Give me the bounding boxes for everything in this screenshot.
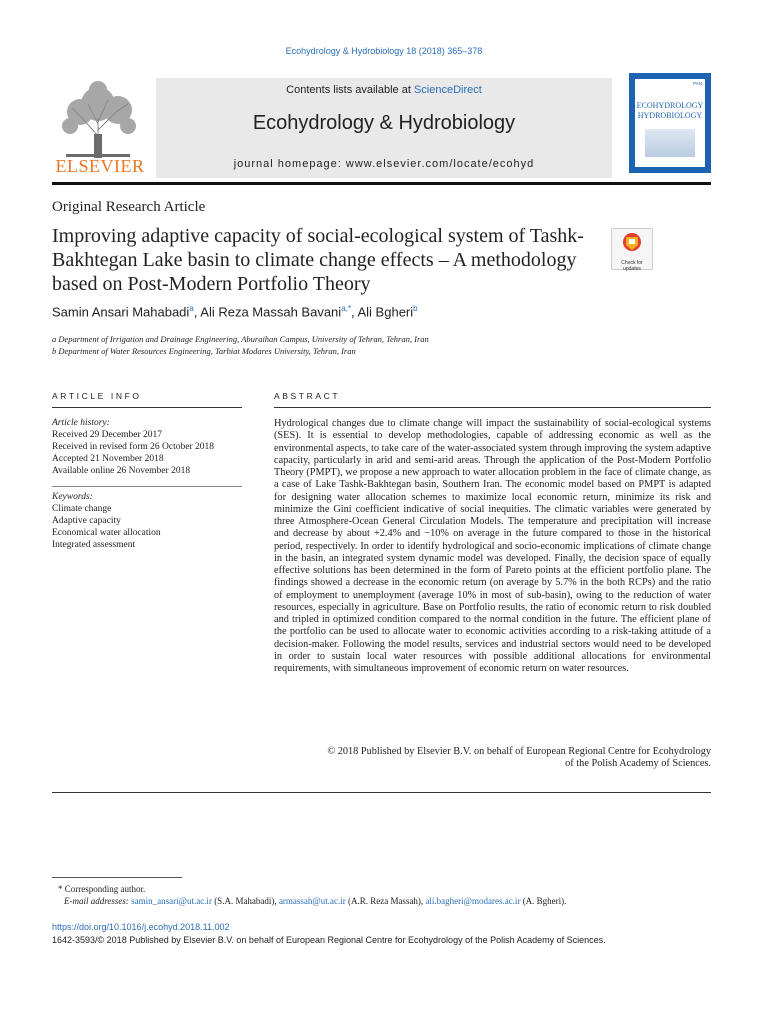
article-info-heading: ARTICLE INFO (52, 391, 142, 401)
keyword-item: Integrated assessment (52, 540, 136, 550)
cover-image (645, 129, 695, 157)
check-for-updates-badge[interactable] (611, 228, 653, 270)
affiliation-b: b Department of Water Resources Engineering, Tarbiat Modares University, Tehran, Iran (52, 346, 356, 356)
email-owner: (A. Bgheri). (522, 896, 567, 906)
check-updates-line1: Check for (621, 260, 643, 266)
abstract-text: Hydrological changes due to climate change will impact the sustainability of social-ecological systems (SES). It is essential to develop methodologies, capable of addressing economic as well as the environmental aspects, to take care of the water-associated system through improving the system adaptive capacity, particularly in arid and semi-arid areas. Through the application of the Post-Modern Portfolio Theory (PMPT), we propose a new approach to water allocation problem in the face of climate change, as a case of Lake Tashk-Bakhtegan basin, Southern Iran. The economic model based on PMPT is adapted for designing water allocation schemes to maximize local economic return, minimize its risk and minimize the Gini coefficient indicative of social inequities. The climatic variables were generated by three Atmosphere-Ocean General Circulation Models. The temperature and precipitation will increase and decrease by about +2.4% and −10% on average in the future compared to those in the historical period, respectively. In order to identify hydrological and socio-economic implications of climate change in the basin, an integrated system dynamic model was developed. Finally, the decision space of equally effective solutions has been determined in the form of Pareto points at the efficient portfolio plane. The findings showed a decrease in the economic return (on average by 5.7% in the both RCPs) and the ratio of employment to unemployment (average 10% in most of sub-basin), owing to the reduction of water resources, especially in agriculture. Base on Portfolio results, the ratio of economic return to risk doubled and tripled in optimized condition compared to the normal condition in the future. The efficient plane of the portfolio can be used to allocate water to economic activities according to a risk-taking attitude of a decision-maker. Following the model results, services and industrial sectors would need to be developed in order to sustain local water resources with possible additional allocations for environmental requirements, with simultaneous improvement of economic return on water resources. (274, 418, 711, 674)
email-owner: (S.A. Mahabadi), (214, 896, 277, 906)
article-info-divider (52, 486, 242, 487)
copyright-line2: of the Polish Academy of Sciences. (565, 758, 711, 770)
email-link[interactable]: samin_ansari@ut.ac.ir (131, 896, 212, 906)
journal-reference-link[interactable]: Ecohydrology & Hydrobiology 18 (2018) 365–378 (285, 46, 483, 56)
corresponding-text: Corresponding author. (64, 884, 146, 894)
history-item: Accepted 21 November 2018 (52, 454, 164, 464)
keywords (52, 491, 242, 551)
contents-prefix: Contents lists available at (286, 84, 414, 96)
history-label: Article history: (52, 418, 110, 428)
history-item: Received 29 December 2017 (52, 430, 162, 440)
abstract-rule (274, 407, 711, 408)
corresponding-author-note (58, 884, 145, 894)
cover-title (635, 101, 705, 121)
corresponding-mark: * (58, 884, 63, 894)
abstract-copyright (274, 746, 711, 771)
sciencedirect-link[interactable]: ScienceDirect (413, 84, 482, 96)
email-addresses (64, 896, 566, 906)
copyright-line1: © 2018 Published by Elsevier B.V. on behalf of European Regional Centre for Ecohydrology (327, 746, 711, 757)
author-list: Samin Ansari Mahabadi$^a$, Ali Reza Massah Bavani$^{a,*}$, Ali Bgheri$^b$ (52, 304, 418, 320)
header-rule (52, 182, 711, 185)
journal-homepage-line (156, 158, 612, 170)
email-label: E-mail addresses: (64, 896, 129, 906)
cover-title-line1: ECOHYDROLOGY (636, 101, 704, 110)
author-affiliation-mark[interactable]: b (413, 304, 418, 313)
email-link[interactable]: ali.bagheri@modares.ac.ir (425, 896, 521, 906)
keyword-item: Economical water allocation (52, 528, 161, 538)
journal-title: Ecohydrology & Hydrobiology (252, 112, 516, 134)
author-name: Samin Ansari Mahabadi (52, 304, 190, 320)
journal-cover-thumbnail[interactable] (629, 73, 711, 173)
contents-line (156, 84, 612, 96)
cover-title-line2: HYDROBIOLOGY (637, 111, 703, 120)
footnote-rule (52, 877, 182, 878)
homepage-url-link[interactable]: www.elsevier.com/locate/ecohyd (345, 158, 535, 170)
author-name: Ali Bgheri (357, 304, 414, 320)
article-title: Improving adaptive capacity of social-ecological system of Tashk-Bakhtegan Lake basin to climate change effects – A methodology based on Post-Modern Portfolio Theory (52, 225, 584, 295)
keywords-label: Keywords: (52, 492, 93, 502)
author-affiliation-mark[interactable]: a (189, 304, 194, 313)
author-name: Ali Reza Massah Bavani (200, 304, 342, 320)
article-type: Original Research Article (52, 199, 206, 215)
email-link[interactable]: armassah@ut.ac.ir (278, 896, 346, 906)
article-history (52, 417, 242, 477)
elsevier-wordmark: ELSEVIER (55, 156, 145, 176)
abstract-heading: ABSTRACT (274, 391, 341, 401)
affiliation-a: a Department of Irrigation and Drainage Engineering, Aburaihan Campus, University of Tehran, Tehran, Iran (52, 334, 429, 344)
cover-corner-text: PAN (693, 81, 702, 86)
cover-panel (635, 79, 705, 167)
article-info-rule (52, 407, 242, 408)
check-updates-line2: updates (623, 266, 641, 272)
abstract-bottom-rule (52, 792, 711, 793)
author-affiliation-mark[interactable]: a,* (341, 304, 351, 313)
email-owner: (A.R. Reza Massah), (347, 896, 424, 906)
homepage-prefix: journal homepage: (233, 158, 346, 170)
keyword-item: Adaptive capacity (52, 516, 121, 526)
keyword-item: Climate change (52, 504, 112, 514)
doi-link[interactable]: https://doi.org/10.1016/j.ecohyd.2018.11.002 (52, 922, 230, 932)
history-item: Available online 26 November 2018 (52, 466, 191, 476)
elsevier-logo (52, 78, 148, 176)
crossmark-icon (612, 229, 652, 255)
history-item: Received in revised form 26 October 2018 (52, 442, 214, 452)
issn-copyright-line: 1642-3593/© 2018 Published by Elsevier B.V. on behalf of European Regional Centre for Ecohydrology of the Polish Academy of Sciences. (52, 935, 606, 945)
check-updates-label (612, 260, 652, 272)
